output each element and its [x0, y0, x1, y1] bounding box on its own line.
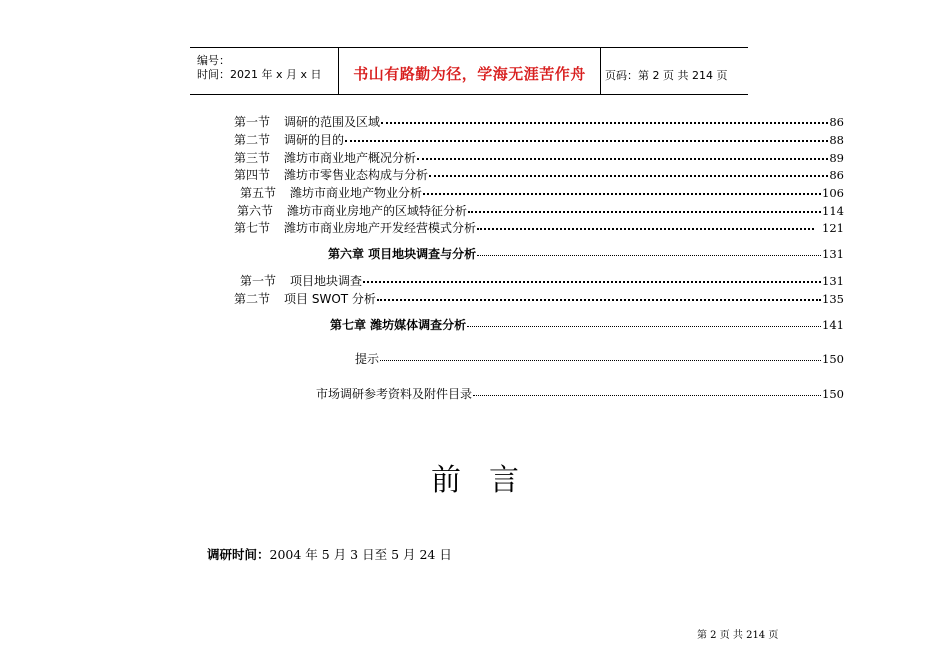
toc-entry-title: 潍坊市商业地产概况分析: [284, 151, 417, 165]
toc-page-number: 106: [822, 186, 844, 200]
document-date-label: 时间：2021 年 x 月 x 日: [197, 68, 322, 81]
toc-chapter-title: 第七章 潍坊媒体调查分析: [330, 318, 467, 332]
toc-leader: [429, 175, 828, 177]
toc-leader: [345, 140, 828, 142]
toc-leader: [417, 158, 828, 160]
toc-leader: [423, 193, 821, 195]
toc-page-number: 135: [822, 292, 844, 306]
toc-entry[interactable]: [316, 386, 844, 402]
toc-entry[interactable]: [234, 114, 844, 130]
toc-section-number: 第一节: [234, 115, 271, 129]
toc-entry[interactable]: [237, 203, 844, 219]
toc-leader: [473, 395, 821, 396]
toc-section-number: 第五节: [240, 186, 277, 200]
page-footer: 第 2 页 共 214 页: [697, 630, 779, 641]
toc-leader: [381, 122, 828, 124]
header-page-code: 页码：第 2 页 共 214 页: [605, 69, 728, 82]
toc-leader: [377, 299, 821, 301]
toc-chapter-title: 第六章 项目地块调查与分析: [328, 247, 477, 261]
toc-page-number: 86: [829, 115, 844, 129]
toc-section-number: 第六节: [237, 204, 274, 218]
toc-page-number: 150: [822, 352, 844, 366]
header-motto-cell: [338, 48, 601, 94]
survey-time-value: 2004 年 5 月 3 日至 5 月 24 日: [269, 547, 452, 562]
toc-entry[interactable]: [240, 273, 844, 289]
toc-entry[interactable]: [355, 351, 844, 367]
toc-page-number: 131: [822, 247, 844, 261]
toc-page-number: 131: [822, 274, 844, 288]
toc-entry[interactable]: [234, 220, 844, 236]
document-number-label: 编号：: [197, 54, 230, 67]
toc-page-number: 141: [822, 318, 844, 332]
toc-page-number: 121: [822, 221, 844, 235]
survey-time-label: 调研时间：: [207, 547, 270, 562]
toc-section-number: 第七节: [234, 221, 271, 235]
toc-chapter-entry[interactable]: [330, 317, 844, 333]
page-header: [190, 47, 748, 95]
header-meta-cell: [190, 48, 338, 94]
toc-chapter-entry[interactable]: [328, 246, 844, 262]
header-page-cell: [599, 48, 748, 94]
toc-section-number: 第四节: [234, 168, 271, 182]
toc-page-number: 114: [822, 204, 844, 218]
survey-time: [207, 545, 452, 563]
toc-entry-title: 项目地块调查: [290, 274, 363, 288]
toc-leader: [477, 228, 814, 230]
toc-page-number: 89: [829, 151, 844, 165]
toc-leader: [380, 360, 821, 361]
section-title: 前言: [431, 463, 547, 498]
toc-entry-title: 市场调研参考资料及附件目录: [316, 387, 473, 401]
toc-page-number: 150: [822, 387, 844, 401]
toc-entry[interactable]: [234, 167, 844, 183]
toc-entry[interactable]: [234, 150, 844, 166]
toc-leader: [468, 211, 821, 213]
toc-entry-title: 提示: [355, 352, 380, 366]
toc-section-number: 第一节: [240, 274, 277, 288]
toc-leader: [467, 326, 821, 327]
toc-section-number: 第三节: [234, 151, 271, 165]
toc-page-number: 88: [829, 133, 844, 147]
toc-entry-title: 项目 SWOT 分析: [284, 292, 376, 306]
toc-entry-title: 潍坊市商业房地产开发经营模式分析: [284, 221, 477, 235]
toc-leader: [363, 281, 821, 283]
toc-entry[interactable]: [234, 291, 844, 307]
toc-entry[interactable]: [240, 185, 844, 201]
toc-entry-title: 潍坊市零售业态构成与分析: [284, 168, 429, 182]
toc-entry-title: 潍坊市商业地产物业分析: [290, 186, 423, 200]
toc-entry-title: 调研的范围及区域: [284, 115, 381, 129]
header-motto: 书山有路勤为径，学海无涯苦作舟: [353, 65, 586, 83]
toc-entry-title: 调研的目的: [284, 133, 345, 147]
toc-entry-title: 潍坊市商业房地产的区域特征分析: [287, 204, 468, 218]
toc-page-number: 86: [829, 168, 844, 182]
toc-entry[interactable]: [234, 132, 844, 148]
toc-leader: [477, 255, 821, 256]
toc-section-number: 第二节: [234, 292, 271, 306]
toc-section-number: 第二节: [234, 133, 271, 147]
